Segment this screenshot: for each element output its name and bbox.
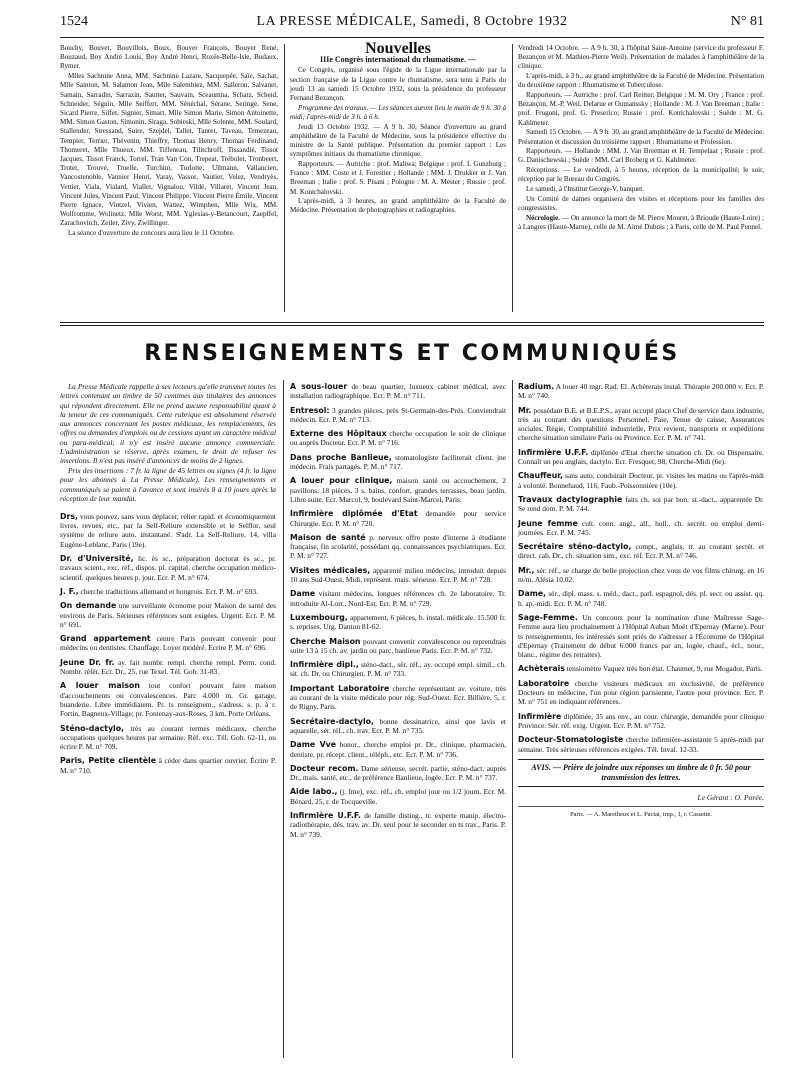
ads-list [290, 382, 506, 839]
classified-ad [518, 382, 764, 401]
classified-ad [290, 660, 506, 679]
classified-ad [60, 601, 276, 629]
classified-ad [290, 429, 506, 448]
ad-text: cherche infirmière-assistante 5 après-midi par semaine. Très sérieuses références exigées. Tél. Inval. 12-33. [518, 735, 764, 754]
ad-text: de beau quartier, luxueux cabinet médical, avec installation radiographique. Ecr. P. M. n° 711. [290, 382, 506, 401]
ad-keyword: Laboratoire [518, 678, 570, 688]
ad-keyword: Important Laboratoire [290, 683, 390, 693]
necrologie-body: — On annonce la mort de M. Pierre Mouret, à Brioude (Haute-Loire) ; à Langres (Haute-Marne), celle de M. Aimé Dubois ; à Paris, celle de M. Paul Pennel. [518, 213, 764, 231]
ad-keyword: Docteur recom. [290, 763, 359, 773]
nouvelles-paragraph: Le samedi, à l'Institut George-V, banquet. [526, 185, 645, 194]
nouvelles-paragraph: Un Comité de dames organisera des visites et réceptions pour les familles des congressistes. [518, 194, 764, 212]
nouvelles-paragraph: Rapporteurs. — Autriche : prof. Carl Reitter; Belgique : M. M. Ory ; France : prof. Bezançon, M.-P. Weil, Delarue et Oumanssky ; Hollande : M. J. Van Breeman ; Italie : prof. Frugoni, prof. G. Preserico; Russie : prof. Kontchalovski ; Suède : M. G. Kahlmeter. [518, 91, 764, 127]
section-rule [60, 325, 764, 326]
ad-text: Un concours pour la nomination d'une Maîtresse Sage-Femme aura lieu prochainement à l'Hôpital Auban Moët d'Epernay (Marne). Pour ts renseignements, les intéressés sont priés de s'adresser à l'Économe de l'Hôpital d'Epernay (Traitement de début 6.000 francs par an, logée, chauf., écl., nour., blanc., régime des retraites). [518, 612, 764, 660]
ad-keyword: Dr. d'Université, [60, 554, 134, 564]
names-paragraph: La séance d'ouverture du concours aura lieu le 11 Octobre. [68, 229, 235, 238]
gerant-line: Le Gérant : O. Porée. [697, 792, 764, 802]
ad-keyword: Infirmière diplômée d'Etat [290, 509, 418, 519]
classified-ad [518, 495, 764, 514]
classified-ad [290, 406, 506, 425]
page-number: 1524 [60, 14, 88, 29]
classified-ad [518, 712, 764, 731]
ad-text: bonne dessinatrice, ainsi que lavis et aquarelle, sér. réf., ch. trav. Ecr. P. M. n° 735. [290, 716, 506, 735]
ad-keyword: Dame Vve [290, 740, 337, 750]
ad-keyword: Externe des Hôpitaux [290, 429, 387, 439]
ad-keyword: Paris, Petite clientèle [60, 756, 157, 766]
ad-text: lic. ès sc., préparation doctorat ès sc., pr. travaux scient., exc. réf., dispos. pl. capital, cherche occupation médico-scientif. quelques heures p. jour. Ecr. P. M. n° 674. [60, 554, 276, 582]
classified-ad [290, 476, 506, 504]
classified-ad [518, 519, 764, 538]
classified-ad [60, 658, 276, 677]
classified-ad [290, 589, 506, 608]
ad-text: centre Paris pouvant convenir pour médecins ou dentistes. Chauffage. Loyer modéré. Ecrire P. M. n° 696. [60, 634, 276, 653]
classified-ad [290, 382, 506, 401]
classified-ad [290, 811, 506, 839]
classified-ad [290, 453, 506, 472]
classified-ad [60, 756, 276, 775]
ad-keyword: Mr., [518, 565, 535, 575]
classified-ad [60, 681, 276, 718]
pricing-notice: Prix des insertions : 7 fr. la ligne de 45 lettres ou signes (4 fr. la ligne pour les abonnés à La Presse Médicale). Les renseignements et communiqués se paient à l'avance et sont insérés 8 à 10 jours après la réception de leur mandat. [60, 466, 276, 504]
ad-keyword: Secrétaire sténo-dactylo, [518, 542, 632, 552]
ad-text: de famille disting., tr. experte manip. électro-radiothérapie, dés. trav. av. Dr. seul pour le seconder en ts trav., Paris. P. M. n° 739. [290, 810, 506, 839]
ad-keyword: Travaux dactylographie [518, 494, 623, 504]
classified-ad [60, 587, 276, 596]
ad-keyword: Drs, [60, 511, 78, 521]
classified-ad [290, 717, 506, 736]
journal-title: LA PRESSE MÉDICALE, Samedi, 8 Octobre 1932 [256, 14, 568, 29]
ad-text: diplômée, 35 ans env., au cour. chirurgie, demandée pour clinique Province. Sér. réf. exig. Urgent. Ecr. P. M. n° 752. [518, 711, 764, 730]
ad-text: une surveillante économe pour Maison de santé des environs de Paris. Sérieuses références sont exigées. Urgent. Ecr. P. M. n° 691. [60, 601, 276, 629]
classified-ad [518, 406, 764, 443]
ad-text: visitant médecins, longues références ch. 2e laboratoire. Tr. introduite Al-Lorr., Nord-Est. Ecr. P. M. n° 729. [290, 589, 506, 608]
nouvelles-paragraph: Jeudi 13 Octobre 1932. — A 9 h. 30, Séance d'ouverture au grand amphithéâtre de la Faculté de Médecine, sous la présidence effective du ministre de la Santé publique. Présentation du premier rapport : Les symptômes initiaux du rhumatisme chronique. [290, 122, 506, 159]
ad-text: tensiomètre Vaquez très bon état. Chaumet, 9, rue Mogador, Paris. [566, 664, 763, 674]
classified-ad [60, 512, 276, 549]
printer-line: Paris. — A. Maretheux et L. Pactat, imp., 1, r. Cassette. [518, 806, 764, 819]
ad-keyword: Aide labo., [290, 787, 338, 797]
avis-notice: AVIS. — Prière de joindre aux réponses un timbre de 0 fr. 50 pour transmission des lettres. [518, 759, 764, 787]
ad-keyword: Achèterais [518, 664, 565, 674]
ad-keyword: Dame [290, 589, 316, 599]
classified-ad [518, 735, 764, 754]
issue-number: N° 81 [730, 14, 764, 29]
nouvelles-paragraph: Rapporteurs. — Autriche : prof. Maliwa; Belgique : prof. I. Gunzburg ; France : MM. Coste et J. Forestier ; Hollande : MM. J. Drukker et J. Van Breeman ; Italie : prof. S. Pisani ; Pologne : M. A. Mester ; Russie : prof. M. Kontchalovski. [290, 159, 506, 196]
names-column [60, 44, 278, 239]
nouvelles-paragraph: Samedi 15 Octobre. — A 9 h. 30, au grand amphithéâtre de la Faculté de Médecine. Présentation et discussion du troisième rapport : Rhumatisme et Profession. [518, 128, 764, 146]
nouvelles-paragraph: Ce Congrès, organisé sous l'égide de la Ligue internationale par la section française de la Ligue contre le rhumatisme, sera tenu à Paris du jeudi 13 au samedi 15 Octobre 1932, sous la présidence du professeur Fernand Bezançon. [290, 66, 506, 103]
ad-keyword: A louer maison [60, 681, 140, 691]
nouvelles-heading: Nouvelles [365, 40, 431, 57]
ad-keyword: Dame, [518, 589, 547, 599]
ad-text: vous pouvez, sans vous déplacer, relier rapid. et économiquement livres, revues, etc., par la Self-Reliure extensible et le Selflor, seul système de reliure auto. instantané. S'adr. La Self-Reliure, 14, villa Eugène-Leblanc, Paris (19e). [60, 511, 276, 549]
ad-keyword: A louer pour clinique, [290, 476, 393, 486]
ads-list [60, 512, 276, 775]
ad-text: A louer 40 mgr. Rad. El. Achèterais instal. Thérapie 200.000 v. Ecr. P. M. n° 740. [518, 382, 764, 401]
ad-keyword: Chauffeur, [518, 471, 563, 481]
ad-keyword: Secrétaire-dactylo, [290, 716, 374, 726]
ad-text: p. nerveux offre poste d'interne à étudiante française, fin scolarité, possédant qq. connaissances psychiatriques. Ecr. P. M. n° 727. [290, 532, 506, 561]
ad-text: apparenté milieu médecins, introduit depuis 10 ans Sud-Ouest, Midi, représent. mais. sérieuse. Ecr. P. M. n° 728. [290, 565, 506, 585]
nouvelles-paragraph: Réceptions. — Le vendredi, à 5 heures, réception de la municipalité; le soir, réception par le Bureau du Congrès. [518, 166, 764, 184]
ad-keyword: Sténo-dactylo, [60, 723, 125, 733]
ad-keyword: Jeune Dr. fr. [60, 657, 115, 667]
classified-ad [290, 787, 506, 806]
ad-text: très au courant termes médicaux, cherche occupations quelques heures par semaine. Réf. exc. Tél. Gob. 62-11, ou écrire P. M. n° 709. [60, 723, 276, 752]
classified-ad [290, 566, 506, 585]
ad-keyword: Visites médicales, [290, 565, 371, 575]
header-rule [60, 37, 764, 38]
classified-ad [518, 471, 764, 490]
nouvelles-paragraph: Vendredi 14 Octobre. — A 9 h. 30, à l'hôpital Saint-Antoine (service du professeur F. Bezançon et M. Mathieu-Pierre Weil). Présentation de malades à l'amphithéâtre de la clinique. [518, 44, 764, 71]
ad-text: cherche visiteurs médicaux en exclusivité, de préférence Docteurs en médecine, l'un pour région parisienne, l'autre pour province. Ecr. P. M. n° 751 en indiquant références. [518, 678, 764, 707]
ad-text: 3 grandes pièces, près St-Germain-des-Prés. Conviendrait médecin. Ecr. P. M. n° 713. [290, 405, 506, 424]
ads-list [518, 382, 764, 754]
ad-text: (j. fme), exc. réf., ch. emploi jour ou 1/2 journ. Ecr. M. Bénard, 25, r. de Tocqueville. [290, 787, 506, 806]
classified-ad [290, 764, 506, 783]
ad-text: sans auto, conduirait Docteur, pr. visites les matins ou l'après-midi à volonté. Bonnehaud, 116, Faub.-Poissonnière (10e). [518, 471, 764, 490]
ad-keyword: Entresol: [290, 405, 330, 415]
ad-text: cherche occupation le soir de clinique ou auprès Docteur. Ecr. P. M. n° 716. [290, 429, 506, 448]
nouvelles-paragraph: Rapporteurs. — Hollande : MM. J. Van Breeman et H. Tempelaar ; Russie : prof. G. Danischewski ; Suède : MM. Carl Broberg et G. Kahlmeter. [518, 147, 764, 165]
ad-keyword: Luxembourg, [290, 612, 348, 622]
ad-text: pouvant convenir convalescence ou reprendrais suite 13 à 15 ch. av. jardin ou parc, banlieue Paris. Ecr. P. M. n° 732. [290, 636, 506, 655]
classified-ad [518, 566, 764, 585]
ad-text: possédant B.E. et B.E.P.S., ayant occupé place Chef de service dans industrie, très au courant des questions Personnel, Paie, Tenue de caisse, Assurances sociales, Régie, Comptabilité industrielle, Prix revient, transports et expéditions cherche situation similaire Paris ou Province. Ecr. P. M. n° 741. [518, 405, 764, 443]
nouvelles-paragraph: Programme des travaux. — Les séances auront lieu le matin de 9 h. 30 à midi; l'après-midi de 3 h. à 6 h. [290, 103, 506, 121]
section-title: RENSEIGNEMENTS ET COMMUNIQUÉS [144, 341, 680, 366]
ad-text: sténo-dact., sér. réf., ay. occupé empl. simil., ch. sit. ch. Dr. ou Chirurgien. P. M. n° 733. [290, 660, 506, 679]
nouvelles-column [290, 40, 506, 216]
ad-keyword: A sous-louer [290, 382, 348, 391]
page-header [60, 14, 764, 36]
classified-ad [60, 634, 276, 653]
classified-ad [518, 613, 764, 659]
classified-ad [518, 542, 764, 561]
names-paragraph: Mlles Sachnine Anna, MM. Sachnine Lazare, Sacquepée, Saïe, Sachat, Mlle Sainton, M. Salamon Jean, Mlle Salembiez, MM. Salleron, Salvanet, Samain, Sarradin, Sarrazin, Sautter, Sauvain, Sceaumna, Schatz, Scheid, Schneider, Séguin, Mlle Seiffert, MM. Sénéchal, Sérane, Seringe, Sene, Sicard Pierre, Siffet, Signier, Simart, Mlle Simon Marie, Simon Antoinette, MM. Simon Gaston, Simonin, Siraga, Sobieski, Mlle Solente, MM. Soulard, Stallender, Stressand, Suire, Szejdel, Tallet, Tanret, Taveau, Temezeau, Tempier, Terrier, Thévenin, Thieffry, Thomas Henry, Thomas Ferdinand, Thomeret, Mlle Thueux, MM. Tiffeneau, Tilitchroff, Tissandié, Tissot Jacques, Tissot Franck, Torrel, Tran Van Con, Trepeat, Trébolet, Tronbeert, Trotet, Trouvé, Truelle, Turchini, Turlotte, Ullmann, Vallancien, Vancostenoble, Vannier Henri, Varay, Vassor, Vautier, Velez, Vendryès, Vettier, Viala, Vialard, Viallet, Vignalou, Vildé, Villaret, Vincent Jean, Vincent Jules, Vincent Paul, Vincent Philippe, Vincent Pierre Émile, Vincent Pierre Ignace, Vintzel, Vivien, Wattez, Wimphen, Mlle Wix, MM. Wolfromme, Wolinetz, Mlle Worst, MM. Yglesias-y-Betancourt, Zaepffel, Zarachovitch, Zeiler, Zivy, Zwillinger. [60, 72, 278, 228]
classified-ad [290, 637, 506, 656]
classified-ad [290, 533, 506, 561]
names-paragraph: Bouchy, Bouvet, Bouvillois, Boux, Bouyer François, Bouyer René, Bouzaud, Boy André Louis, Boy André Henri, Rozée-Belle-Isle, Budaux, Rymer. [60, 44, 278, 71]
classified-ad [518, 679, 764, 707]
ad-text: tout confort pouvant faire maison d'accouchements ou convalescences. Parc 4.000 m. Gr. garage, buanderie. Libre immédiatem. Pr. ts renseignem., s'adress. s. p. à r. Fortin, Bagneux-Village; pr. Fontenay-aux-Roses, 3 km. Porte Orléans. [60, 681, 276, 719]
classified-ad [518, 589, 764, 608]
ad-text: appartement, 6 pièces, b. instal. médicale. 15.500 fr. s. reprises. Urg. Danton 81-62. [290, 612, 506, 632]
ad-text: diplômée d'Etat cherche situation ch. Dr. ou Dispensaire. Connaît un peu anglais, dactylo. Ecr. Fresquet, 98, Cherche-Midi (6e). [518, 447, 764, 467]
ad-text: compt., anglais, tr. au courant secrét. et direct. cab. Dr., ch. situation sim., exc. réf. Ecr. P. M. n° 746. [518, 542, 764, 561]
column-divider [283, 380, 284, 1058]
ad-keyword: Dans proche Banlieue, [290, 452, 392, 462]
classifieds-column-b [290, 382, 506, 844]
ad-text: maison santé ou accouchement, 2 pavillons, 18 pièces, 3 s. bains, confort, grandes terrasses, beau jardin. Libre suite. Ecr. Marcol, 9, boulevard Saint-Marcel, Paris. [290, 476, 506, 504]
ad-text: à céder dans quartier ouvrier. Écrire P. M. n° 710. [60, 756, 276, 775]
section-rule [60, 322, 764, 323]
column-divider [284, 44, 285, 312]
classified-ad [518, 448, 764, 467]
ad-keyword: Infirmière U.F.F. [290, 810, 361, 820]
ad-text: ay. fait nombr. rempl. cherche rempl. Perm. cond. Nombr. référ. Ecr. Dr., 25, rue Texel. Tél. Gob. 31-83. [60, 657, 276, 677]
nouvelles-continued-column [518, 44, 764, 233]
necrologie-title: Nécrologie. [526, 213, 560, 222]
classifieds-column-a [60, 382, 276, 780]
congress-title: IIIe Congrès international du rhumatisme. — [319, 55, 476, 65]
classifieds-column-c [518, 382, 764, 819]
nouvelles-paragraph: L'après-midi, à 3 heures, au grand amphithéâtre de la Faculté de Médecine. Présentation de photographies et radiographies. [290, 197, 506, 215]
classified-ad [290, 509, 506, 528]
ad-text: cherche traductions allemand et hongrois. Ecr. P. M. n° 693. [80, 586, 258, 596]
ad-keyword: Sage-Femme. [518, 612, 578, 622]
ad-keyword: Radium. [518, 382, 555, 391]
ad-keyword: Cherche Maison [290, 636, 361, 646]
ad-keyword: J. F., [60, 586, 79, 596]
ad-text: Dame sérieuse, secrét. partie, sténo-dact. auprès Dr., mais. santé, etc., de préférence Banlieue, logée. Ecr. P. M. n° 737. [290, 763, 506, 783]
ad-keyword: Grand appartement [60, 634, 151, 644]
column-divider [512, 380, 513, 1058]
ad-keyword: Infirmière U.F.F. [518, 447, 589, 457]
ad-keyword: Jeune femme [518, 518, 578, 528]
classified-ad [290, 613, 506, 632]
ad-keyword: Infirmière dipl., [290, 660, 359, 670]
classified-ad [518, 664, 764, 673]
ad-text: sér., dipl. mass. s. méd., dact., parl. espagnol, dés. pl. secr. ou assist. qq. h. ap.-midi. Ecr. P. M. n° 748. [518, 589, 764, 608]
ad-text: faits ch. soi par bon. st.-dact., apparentée Dr. Se rend dom. P. M. 744. [518, 494, 764, 514]
nouvelles-paragraph: L'après-midi, à 3 h., au grand amphithéâtre de la Faculté de Médecine. Présentation du deuxième rapport : Rhumatisme et Tuberculose. [518, 72, 764, 90]
intro-notice: La Presse Médicale rappelle à ses lecteurs qu'elle transmet toutes les lettres contenant un timbre de 50 centimes aux titulaires des annonces qui répondent directement. Elle ne prend aucune responsabilité quant à la teneur de ces communiqués. Cette rubrique est absolument réservée aux annonces concernant les postes médicaux, les remplacements, les offres ou demandes d'emplois ou de cessions ayant un caractère médical ou para-médical; il n'y est inséré aucune annonce commerciale. L'administration se réserve, après examen, le droit de refuser les insertions. Il n'est pas inséré d'annonces de moins de 2 lignes. [60, 382, 276, 466]
ad-text: cherche représentant av. voiture, très au courant de la visite médicale pour rég. Sud-Ouest. Ecr. Billière, 5, r. de Rigny, Paris. [290, 683, 506, 712]
ad-text: cult. conn. angl., all., holl., ch. secrét. ou emploi demi-journées. Ecr. P. M. 745. [518, 518, 764, 537]
ad-text: stomatologiste faciliterait client. jne médecin. Frais partagés. P. M. n° 717. [290, 452, 506, 472]
classified-ad [60, 554, 276, 582]
ad-text: honor., cherche emploi pr. Dr., clinique, pharmacien, dentiste, pr. récept. client., téléph., etc. Ecr. P. M. n° 736. [290, 740, 506, 759]
ad-keyword: Docteur-Stomatologiste [518, 735, 624, 745]
classified-ad [290, 740, 506, 759]
ad-text: sér. réf., se charge de belle projection chez vous de vos films chirurg. en 16 m/m. Alésia 10.02. [518, 565, 764, 585]
classified-ad [60, 724, 276, 752]
necrologie-paragraph [518, 214, 764, 232]
ad-keyword: Mr. [518, 405, 532, 415]
ad-keyword: On demande [60, 601, 117, 611]
ad-keyword: Infirmière [518, 711, 562, 721]
column-divider [512, 44, 513, 312]
classified-ad [290, 684, 506, 712]
ad-keyword: Maison de santé [290, 532, 366, 542]
ad-text: demandée pour service Chirurgie. Ecr. P. M. n° 720. [290, 509, 506, 528]
